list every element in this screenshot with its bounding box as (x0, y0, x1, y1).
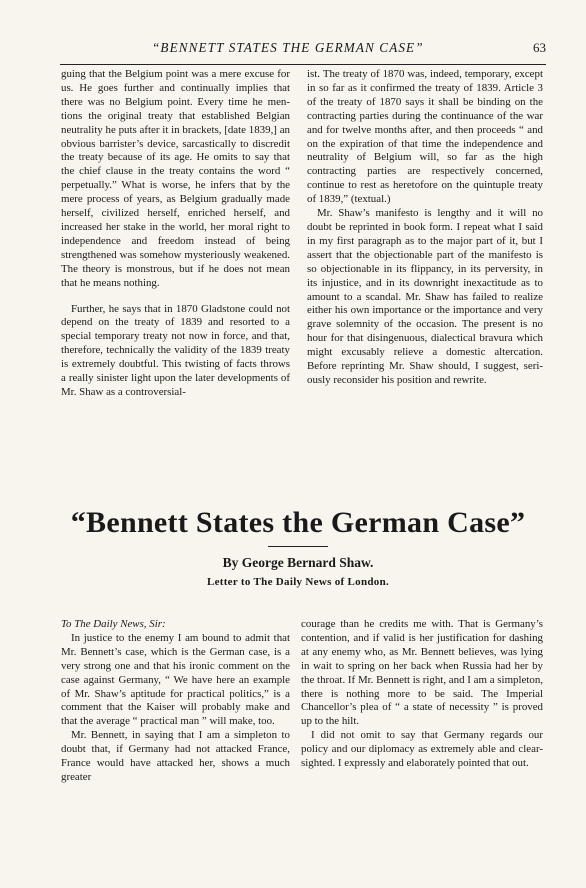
paragraph: courage than he credits me with. That is Germany’s contention, and if valid is her justification for dashing at any enemy who, as Mr. Bennett believes, was lying in wait to spring on her back when Russia had her by the throat. If Mr. Bennett is right, and I am a simpleton, there is nothing more to be said. The Imperial Chancellor’s plea of “ a state of necessity ” is proved up to the hilt. (301, 618, 543, 728)
upper-left-column (61, 68, 290, 400)
paragraph: I did not omit to say that Germany regards our policy and our diplomacy as extremely able and clear-sighted. I expressly and elaborately pointed that out. (301, 729, 543, 770)
paragraph: guing that the Belgium point was a mere excuse for us. He goes further and continually implies that there was no Belgium point. Every time he mentions the original treaty that established Belgian neutrality he puts after it in brackets, [date 1839,] an obvious barrister’s device, sarcastically to discredit the treaty because of its age. He omits to say that the chief clause in the treaty contains the word “ perpetually.” What is worse, he infers that by the mere process of years, as Belgium gradually made herself, civilized herself, enriched herself, and increased her stake in the world, her moral right to independence and freedom instead of being strengthened was somehow mysteriously weakened. The theory is monstrous, but if he does not mean that he means nothing. (61, 68, 290, 289)
paragraph: ist. The treaty of 1870 was, indeed, temporary, except in so far as it confirmed the treaty of 1839. Article 3 of the treaty of 1870 says it shall be binding on the contracting parties during the continuance of the war and for twelve months after, and then proceeds “ and on the expiration of that time the independence and neutrality of Belgium will, so far as the high contracting parties are respectively concerned, continue to rest as heretofore on the quintuple treaty of 1839,” (textual.) (307, 68, 543, 206)
lower-right-column (301, 618, 543, 771)
article-title: “Bennett States the German Case” (70, 506, 526, 539)
title-rule (268, 546, 328, 547)
paragraph: Mr. Bennett, in saying that I am a simpleton to doubt that, if Germany had not attacked France, France would have attacked her, shows a much greater (61, 729, 290, 783)
page-number: 63 (533, 40, 546, 55)
byline: By George Bernard Shaw. (222, 555, 374, 570)
salutation: To The Daily News, Sir: (61, 618, 166, 630)
lower-left-column (61, 618, 290, 785)
running-title: “BENNETT STATES THE GERMAN CASE” (152, 40, 424, 55)
upper-right-column (307, 68, 543, 388)
article-header (40, 506, 556, 588)
paragraph: In justice to the enemy I am bound to admit that Mr. Bennett’s case, which is the German case, is a very strong one and that his ironic comment on the case against Germany, “ We have here an example of Mr. Shaw’s aptitude for practical politics,” is a comment that the Kaiser will probably make and that the average “ practical man ” will make, too. (61, 631, 290, 728)
paragraph: Further, he says that in 1870 Gladstone could not depend on the treaty of 1839 and resorted to a special temporary treaty not now in force, and that, therefore, technically the validity of the 1839 treaty is extremely doubtful. This twisting of facts throws a really sinister light upon the later developments of Mr. Shaw as a controversial- (61, 302, 290, 398)
paragraph: Mr. Shaw’s manifesto is lengthy and it will no doubt be reprinted in book form. I repeat what I said in my first paragraph as to the major part of it, but I assert that the objectionable part of the manifesto is so objectionable in its flippancy, in its perversity, in its injustice, and in its downright inexactitude as to amount to a scandal. Mr. Shaw has failed to realize either his own importance or the importance and very grave solemnity of the occasion. The present is no hour for that disingenuous, dialectical bravura which might excusably relieve a domestic altercation. Before reprinting Mr. Shaw should, I suggest, seriously reconsider his position and rewrite. (307, 207, 543, 386)
header-rule (60, 64, 546, 65)
running-head (60, 40, 546, 58)
subline: Letter to The Daily News of London. (206, 576, 390, 588)
